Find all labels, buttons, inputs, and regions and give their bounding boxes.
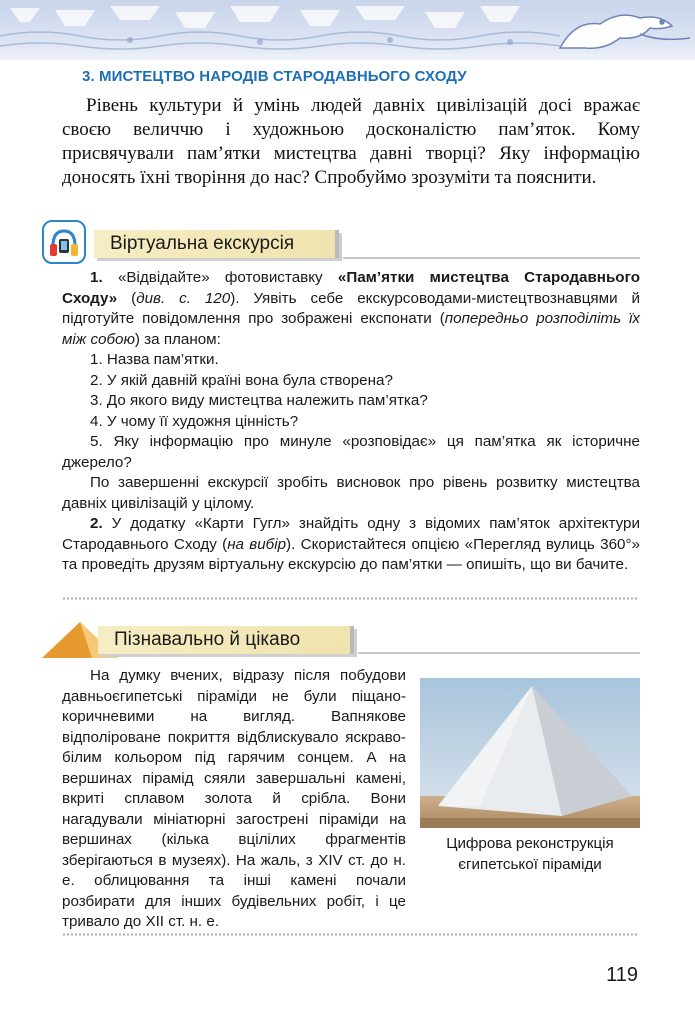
intro-paragraph — [62, 94, 640, 190]
tab-divider — [358, 652, 640, 654]
fact-text: На думку вчених, відразу після побудови давньоєгипетські піраміди не були піщано-коричневими на вигляд. Вапнякове відполіроване покриття відблискувало яскраво-білим кольором під гарячим сонцем. А на вершинах пірамід сяяли завершальні камені, вкриті сплавом золота й срібла. Вони нагадували мініатюрні загострені піраміди на вершинах (кілька вцілілих фрагментів зберігаються в музеях). На жаль, з XIV ст. до н. е. облицювання та інші камені почали розбирати для інших будівельних робіт, і це тривало до XII ст. н. е. — [62, 667, 406, 930]
plan-item: 5. Яку інформацію про минуле «розповідає» ця пам’ятка як історичне джерело? — [62, 433, 640, 471]
section-heading: 3. МИСТЕЦТВО НАРОДІВ СТАРОДАВНЬОГО СХОДУ — [82, 68, 467, 85]
task-note: на вибір — [227, 535, 287, 553]
interesting-fact — [62, 666, 406, 933]
intro-text: Рівень культури й умінь людей давніх цивілізацій досі вражає своєю величчю і художньою досконалістю пам’яток. Кому присвячували пам’ятки мистецтва давні творці? Яку інформацію доносять їхні творіння до нас? Спробуймо зрозуміти та пояснити. — [62, 95, 640, 188]
task-text: «Відвідайте» фотовиставку — [117, 269, 338, 286]
exhibition-title: «Пам’ятки мистецтва Стародавнього Сходу» — [62, 269, 640, 307]
pyramid-image — [420, 678, 640, 828]
plan-item: 4. У чому її художня цінність? — [90, 412, 299, 430]
conclusion-text: По завершенні екскурсії зробіть висновок про рівень розвитку мистецтва давніх цивілізацій у цілому. — [62, 474, 640, 512]
decorative-banner — [0, 0, 695, 60]
task-text: ). Скористайтеся опцією «Перегляд вулиць 360°» та проведіть друзям віртуальну екскурсію до пам’ятки — опишіть, що ви бачите. — [62, 535, 640, 573]
figure-caption: Цифрова реконструкція єгипетської піраміди — [446, 835, 614, 873]
section-divider — [62, 933, 638, 936]
task-text: У додатку «Карти Гугл» знайдіть одну з відомих пам’яток архітектури Стародавнього Сходу ( — [62, 515, 640, 553]
interesting-tab: Пізнавально й цікаво — [98, 626, 354, 654]
task-text: ) за планом: — [134, 330, 221, 348]
virtual-tour-tab: Віртуальна екскурсія — [94, 230, 339, 258]
section-divider — [62, 597, 638, 600]
ornament-pattern — [0, 0, 695, 60]
plan-item: 2. У якій давній країні вона була створена? — [90, 371, 393, 389]
page-reference: див. с. 120 — [136, 289, 231, 307]
plan-item: 3. До якого виду мистецтва належить пам’ятка? — [90, 392, 428, 409]
task-note: попередньо розподіліть їх між собою — [62, 310, 640, 348]
task-number: 2. — [90, 515, 103, 532]
task-text: ( — [117, 289, 137, 307]
task-1 — [62, 268, 640, 350]
plan-item: 1. Назва пам’ятки. — [90, 351, 219, 368]
task-text: ). Уявіть себе екскурсоводами-мистецтвознавцями й підготуйте повідомлення про зображені експонати ( — [62, 289, 640, 327]
task-2 — [62, 514, 640, 576]
task-number: 1. — [90, 269, 103, 286]
virtual-tour-tasks — [62, 268, 640, 576]
tab-divider — [343, 257, 640, 259]
headset-icon — [42, 220, 86, 264]
page-number: 119 — [606, 964, 638, 986]
